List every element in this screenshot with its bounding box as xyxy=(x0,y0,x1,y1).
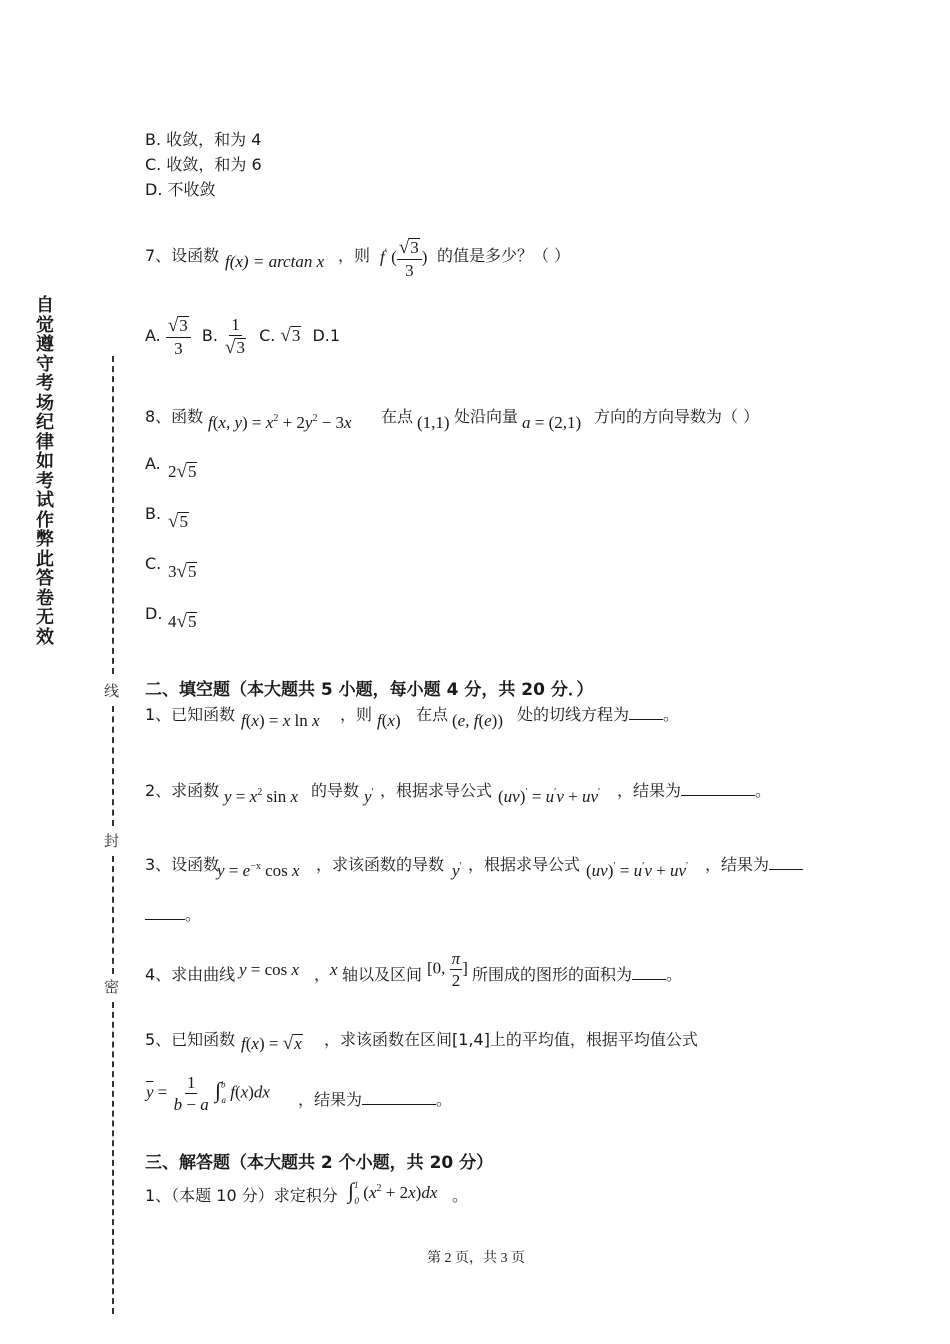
q7-func: f(x) = arctan x xyxy=(225,252,325,271)
answer-blank[interactable] xyxy=(362,1088,436,1105)
s2q5-prefix: 5、已知函数 xyxy=(145,1030,236,1049)
s2q5-formula: $\overline{y}$ = $\frac{1}{b - a}$ ∫$^b_a$ f(x)dx xyxy=(146,1073,270,1114)
seal-dashed-line xyxy=(112,706,114,826)
answer-blank[interactable] xyxy=(632,963,666,980)
s2q2-mid2: ，根据求导公式 xyxy=(380,781,493,800)
s2q2-prefix: 2、求函数 xyxy=(145,781,220,800)
answer-blank[interactable] xyxy=(629,703,663,720)
s2q4-prefix: 4、求由曲线 xyxy=(145,965,236,984)
s2q3-prefix: 3、设函数 xyxy=(145,855,220,874)
q8-option-c: 3 √ 5 xyxy=(168,561,197,582)
s2q3-suffix: ，结果为 xyxy=(705,852,803,875)
s2q4-xvar: x xyxy=(330,960,338,979)
option-c: C. 收敛，和为 6 xyxy=(145,155,262,174)
s2q2-func: $y = x^2$ sin x xyxy=(224,787,299,806)
q8-func: f(x, $y) = x^2 + 2y^2 - 3x$ xyxy=(208,413,352,432)
q7-options: A. √ 3 3 B. 1 √ 3 C. √ 3 D.1 xyxy=(145,315,341,358)
q8-option-a-label: A. xyxy=(145,454,161,473)
seal-char-mi: 密 xyxy=(104,978,120,996)
s2q1-point: (e, f(e)) xyxy=(452,711,503,730)
s2q1-mid: ，则 xyxy=(340,705,373,724)
q8-option-d: 4 √ 5 xyxy=(168,611,197,632)
s3q1-prefix: 1、（本题 10 分）求定积分 xyxy=(145,1186,338,1205)
s2q2-yprime: y′ xyxy=(364,787,374,806)
side-notice: 自觉遵守考场纪律如考试作弊此答卷无效 xyxy=(36,295,54,648)
s2q5-func: f(x) = √ x xyxy=(241,1033,302,1054)
seal-char-xian: 线 xyxy=(104,682,120,700)
q8-option-b: √ 5 xyxy=(168,511,188,532)
s2q5-mid: ，求该函数在区间[1,4]上的平均值，根据平均值公式 xyxy=(324,1030,698,1049)
section2-title: 二、填空题（本大题共 5 小题，每小题 4 分，共 20 分．） xyxy=(145,680,594,700)
s2q3-yprime: y′ xyxy=(452,861,462,880)
s2q3-mid: ，求该函数的导数 xyxy=(316,855,445,874)
option-d: D. 不收敛 xyxy=(145,180,216,199)
s2q5-suffix: ，结果为 。 xyxy=(298,1090,453,1109)
answer-blank[interactable] xyxy=(681,779,755,796)
s2q1-func: f(x) = x ln x xyxy=(241,711,320,730)
s2q3-formula: (uv)′ = u′v + uv′ xyxy=(586,861,689,880)
answer-blank[interactable] xyxy=(769,853,803,870)
s2q2-mid: 的导数 xyxy=(311,781,360,800)
s2q1-at-point: 在点 xyxy=(416,705,449,724)
section3-title: 三、解答题（本大题共 2 个小题，共 20 分） xyxy=(145,1153,494,1173)
seal-dashed-line xyxy=(112,856,114,974)
s2q1-suffix: 处的切线方程为 。 xyxy=(517,705,680,724)
seal-char-feng: 封 xyxy=(104,832,120,850)
q8-suffix: 方向的方向导数为（ ） xyxy=(594,407,760,426)
q8-prefix: 8、函数 xyxy=(145,407,204,426)
s2q1-prefix: 1、已知函数 xyxy=(145,705,236,724)
q8-option-b-label: B. xyxy=(145,504,162,523)
s2q3-continuation: 。 xyxy=(145,902,201,925)
answer-blank[interactable] xyxy=(145,903,185,920)
q8-along: 处沿向量 xyxy=(454,407,519,426)
q8-option-c-label: C. xyxy=(145,554,162,573)
s2q3-func: $y = e^{-x}$ cos x xyxy=(217,861,300,880)
s2q4-curve: y = cos x xyxy=(239,960,300,979)
q8-point: (1,1) xyxy=(417,413,450,432)
option-b: B. 收敛，和为 4 xyxy=(145,130,262,149)
s3q1-end: 。 xyxy=(452,1186,469,1205)
s2q4-interval: [0, $\frac{\pi}{2}$ ] xyxy=(427,949,468,990)
s2q2-suffix: ，结果为 。 xyxy=(617,781,772,800)
q7-eval: f′ ( √ 3 3 ) xyxy=(380,237,428,280)
q8-at-point: 在点 xyxy=(381,407,414,426)
seal-dashed-line xyxy=(112,356,114,674)
s2q1-f: f(x) xyxy=(377,711,401,730)
q7-suffix: 的值是多少？（ ） xyxy=(437,246,571,265)
s3q1-integral: ∫$^1_0$ $(x^2 + 2x)dx$ xyxy=(348,1178,438,1206)
page-footer: 第 2 页，共 3 页 xyxy=(427,1251,525,1266)
s2q4-mid: 轴以及区间 xyxy=(342,965,423,984)
q7-mid: ，则 xyxy=(338,246,371,265)
q7-prefix: 7、设函数 xyxy=(145,246,220,265)
q8-vector: a = (2,1) xyxy=(522,413,582,432)
s2q2-formula: (uv)′ = u′v + uv′ xyxy=(498,787,601,806)
s2q4-suffix: 所围成的图形的面积为 。 xyxy=(472,965,683,984)
seal-dashed-line xyxy=(112,1002,114,1314)
s2q4-comma: ， xyxy=(314,965,331,984)
q8-option-d-label: D. xyxy=(145,604,163,623)
q8-option-a: 2 √ 5 xyxy=(168,461,197,482)
s2q3-mid2: ，根据求导公式 xyxy=(468,855,581,874)
